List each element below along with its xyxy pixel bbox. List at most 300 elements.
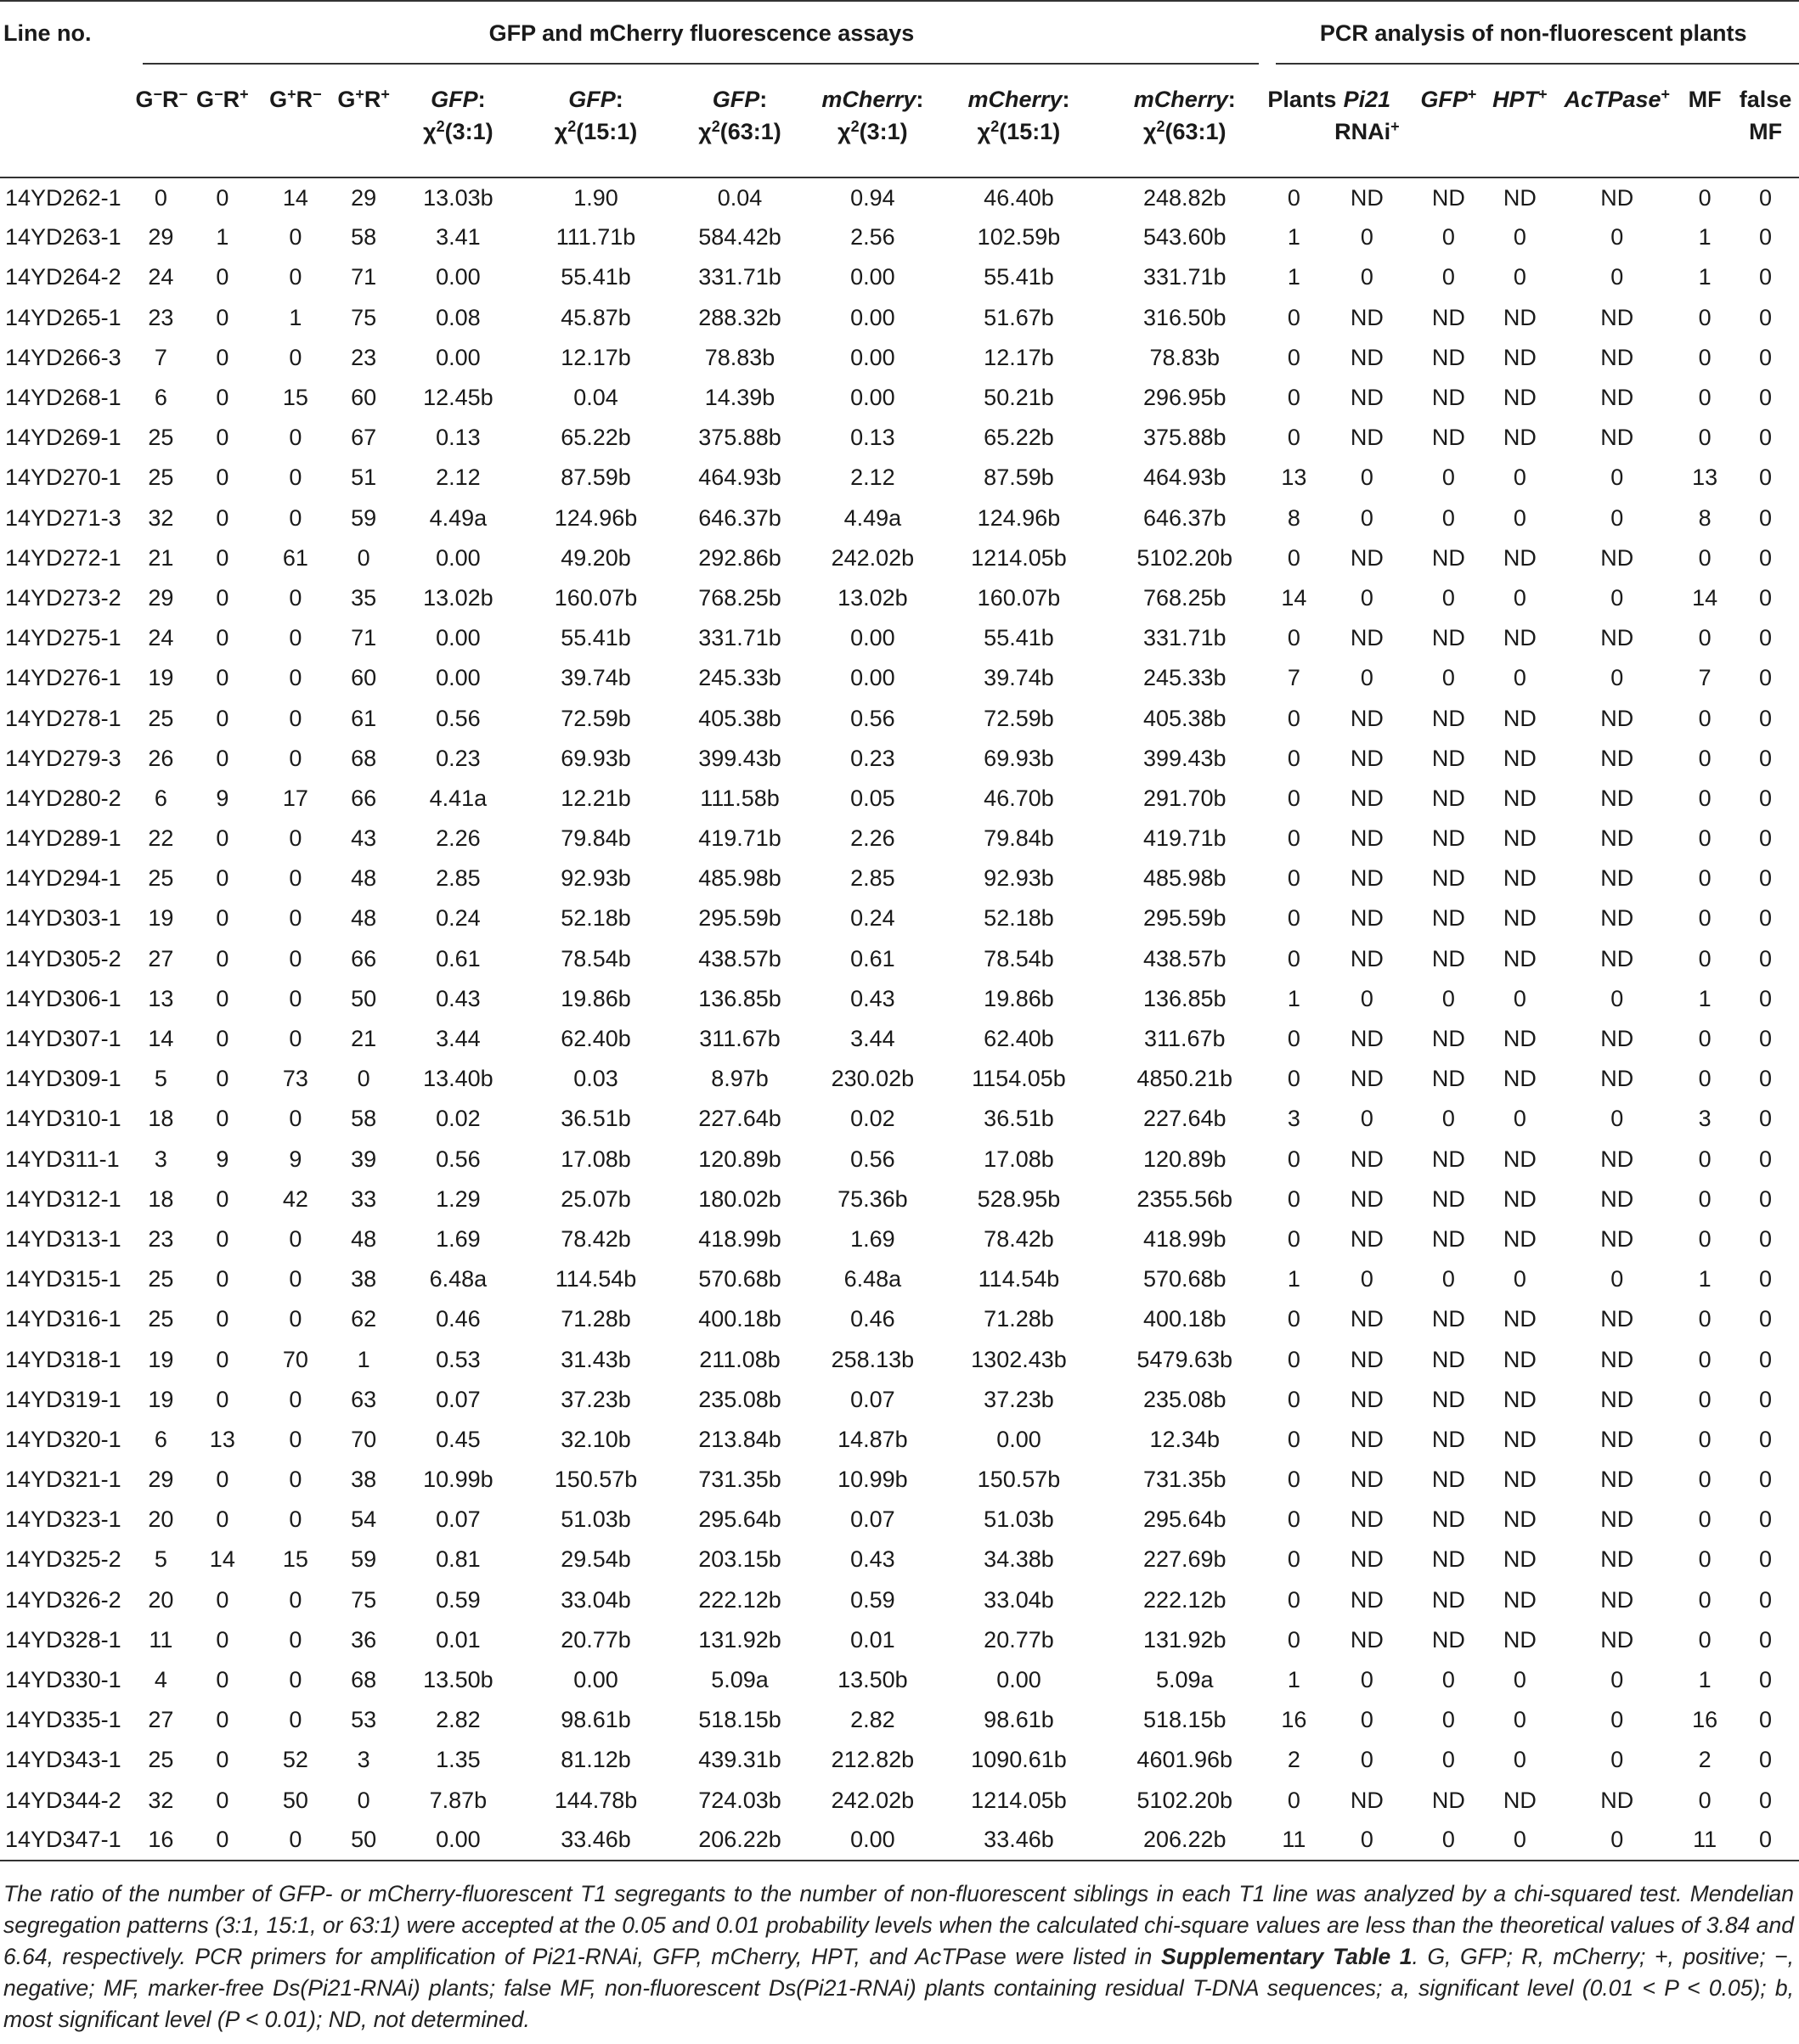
cell-gprp: 66 [351, 785, 377, 811]
cell-gprp: 61 [351, 705, 377, 731]
cell-mcherry-63-1: 518.15b [1142, 1707, 1227, 1733]
group-pcr-analysis: PCR analysis of non-fluorescent plants [1267, 1, 1799, 65]
cell-gmrm: 29 [148, 1467, 174, 1493]
cell-gfp-plus: ND [1431, 1467, 1465, 1493]
cell-gfp-63-1: 375.88b [698, 425, 781, 451]
cell-mcherry-63-1: 5102.20b [1136, 1787, 1233, 1813]
cell-mf: 1 [1698, 264, 1712, 290]
cell-gfp-plus: ND [1431, 1506, 1465, 1533]
cell-gfp-15-1: 111.71b [555, 224, 636, 251]
cell-plants: 0 [1287, 1346, 1300, 1372]
cell-gmrp: 0 [216, 385, 229, 411]
cell-gprp: 21 [351, 1026, 377, 1052]
cell-pi21-rnai: 0 [1360, 1827, 1373, 1853]
cell-gprp: 36 [351, 1626, 377, 1653]
cell-hpt-plus: ND [1503, 1626, 1537, 1653]
cell-gfp-63-1: 227.64b [698, 1106, 781, 1132]
cell-mcherry-3-1: 0.02 [850, 1106, 895, 1132]
cell-hpt-plus: ND [1503, 1426, 1537, 1452]
cell-mcherry-15-1: 78.54b [984, 945, 1054, 971]
table-row [0, 1700, 1799, 1740]
cell-gfp-3-1: 2.82 [436, 1707, 481, 1733]
cell-gprp: 71 [351, 264, 377, 290]
cell-gfp-3-1: 10.99b [423, 1467, 493, 1493]
cell-mcherry-63-1: 375.88b [1142, 425, 1227, 451]
cell-gfp-plus: ND [1431, 1787, 1465, 1813]
cell-actpase-plus: ND [1600, 1626, 1634, 1653]
col-gprp: G+R+ [337, 86, 390, 112]
cell-mcherry-3-1: 0.61 [850, 945, 895, 971]
cell-plants: 0 [1287, 865, 1300, 892]
supplementary-table-link[interactable]: Supplementary Table 1 [1160, 1944, 1413, 1969]
cell-gprm: 0 [289, 1426, 302, 1452]
cell-gfp-63-1: 438.57b [698, 945, 781, 971]
cell-gprp: 39 [351, 1146, 377, 1172]
cell-gfp-63-1: 222.12b [698, 1586, 781, 1613]
cell-gfp-3-1: 2.85 [436, 865, 481, 892]
cell-gfp-63-1: 400.18b [698, 1306, 781, 1332]
cell-gfp-15-1: 51.03b [561, 1506, 631, 1533]
cell-gmrp: 0 [216, 1747, 229, 1773]
cell-pi21-rnai: ND [1350, 945, 1384, 971]
cell-gmrp: 0 [216, 264, 229, 290]
cell-line-no: 14YD263-1 [5, 224, 121, 251]
cell-gfp-plus: ND [1431, 1386, 1465, 1412]
cell-line-no: 14YD309-1 [5, 1066, 121, 1092]
cell-actpase-plus: ND [1600, 304, 1634, 330]
cell-gprp: 75 [351, 304, 377, 330]
cell-gprp: 63 [351, 1386, 377, 1412]
cell-gfp-3-1: 0.02 [436, 1106, 481, 1132]
cell-gfp-plus: 0 [1441, 1747, 1455, 1773]
cell-gmrm: 25 [148, 465, 174, 491]
cell-pi21-rnai: ND [1350, 705, 1384, 731]
cell-line-no: 14YD271-3 [5, 504, 121, 531]
cell-mcherry-63-1: 295.59b [1142, 905, 1227, 932]
cell-pi21-rnai: 0 [1360, 665, 1373, 691]
cell-gfp-plus: 0 [1441, 665, 1455, 691]
table-row [0, 979, 1799, 1019]
cell-mcherry-63-1: 331.71b [1142, 625, 1227, 651]
cell-mf: 0 [1698, 344, 1712, 370]
cell-gprm: 14 [282, 184, 308, 211]
cell-gfp-plus: ND [1431, 625, 1465, 651]
cell-pi21-rnai: ND [1350, 184, 1384, 211]
cell-line-no: 14YD305-2 [5, 945, 121, 971]
cell-gprp: 35 [351, 584, 377, 611]
cell-gprm: 0 [289, 745, 302, 771]
cell-false-mf: 0 [1759, 1266, 1773, 1292]
cell-actpase-plus: 0 [1610, 1827, 1624, 1853]
cell-mcherry-63-1: 419.71b [1142, 825, 1227, 852]
cell-gprp: 1 [357, 1346, 370, 1372]
cell-gfp-15-1: 55.41b [561, 264, 631, 290]
col-gfp-3-1: GFP: $\chi^2(3:1)$ [423, 87, 493, 144]
cell-gprm: 0 [289, 344, 302, 370]
table-row [0, 578, 1799, 618]
cell-false-mf: 0 [1759, 1106, 1773, 1132]
cell-gmrm: 20 [148, 1586, 174, 1613]
cell-gmrp: 0 [216, 825, 229, 852]
cell-gfp-63-1: 464.93b [698, 465, 781, 491]
cell-gfp-63-1: 136.85b [698, 985, 781, 1011]
cell-line-no: 14YD313-1 [5, 1225, 121, 1252]
cell-gfp-plus: 0 [1441, 224, 1455, 251]
cell-line-no: 14YD343-1 [5, 1747, 121, 1773]
cell-gprp: 48 [351, 905, 377, 932]
table-row [0, 1099, 1799, 1139]
cell-mcherry-3-1: 258.13b [831, 1346, 915, 1372]
cell-gfp-15-1: 36.51b [561, 1106, 631, 1132]
cell-gmrp: 0 [216, 1066, 229, 1092]
cell-gfp-3-1: 2.26 [436, 825, 481, 852]
cell-false-mf: 0 [1759, 665, 1773, 691]
cell-mf: 1 [1698, 1667, 1712, 1693]
cell-mf: 1 [1698, 224, 1712, 251]
cell-gfp-63-1: 331.71b [698, 625, 781, 651]
cell-pi21-rnai: ND [1350, 785, 1384, 811]
cell-gprm: 0 [289, 1266, 302, 1292]
cell-plants: 0 [1287, 1066, 1300, 1092]
cell-mcherry-15-1: 1302.43b [971, 1346, 1067, 1372]
cell-line-no: 14YD328-1 [5, 1626, 121, 1653]
cell-plants: 0 [1287, 1146, 1300, 1172]
cell-mcherry-63-1: 399.43b [1142, 745, 1227, 771]
cell-pi21-rnai: ND [1350, 1626, 1384, 1653]
cell-gfp-15-1: 160.07b [554, 584, 638, 611]
cell-gfp-3-1: 1.35 [436, 1747, 481, 1773]
cell-gmrm: 25 [148, 865, 174, 892]
cell-mcherry-3-1: 0.56 [850, 705, 895, 731]
cell-gmrp: 0 [216, 905, 229, 932]
cell-gfp-plus: ND [1431, 945, 1465, 971]
cell-mcherry-3-1: 2.56 [850, 224, 895, 251]
cell-hpt-plus: ND [1503, 865, 1537, 892]
cell-line-no: 14YD280-2 [5, 785, 121, 811]
cell-mcherry-63-1: 543.60b [1142, 224, 1227, 251]
cell-gfp-plus: 0 [1441, 985, 1455, 1011]
cell-line-no: 14YD316-1 [5, 1306, 121, 1332]
cell-gmrp: 0 [216, 1586, 229, 1613]
cell-gmrm: 14 [148, 1026, 174, 1052]
cell-mcherry-63-1: 222.12b [1142, 1586, 1227, 1613]
cell-hpt-plus: ND [1503, 1787, 1537, 1813]
cell-gmrm: 19 [148, 905, 174, 932]
cell-actpase-plus: 0 [1610, 465, 1624, 491]
cell-mcherry-63-1: 131.92b [1142, 1626, 1227, 1653]
cell-pi21-rnai: ND [1350, 385, 1384, 411]
cell-gfp-3-1: 0.81 [436, 1546, 481, 1573]
cell-gfp-plus: ND [1431, 1306, 1465, 1332]
cell-gfp-plus: ND [1431, 1146, 1465, 1172]
cell-false-mf: 0 [1759, 985, 1773, 1011]
cell-false-mf: 0 [1759, 1306, 1773, 1332]
cell-false-mf: 0 [1759, 945, 1773, 971]
cell-actpase-plus: ND [1600, 785, 1634, 811]
cell-gfp-63-1: 120.89b [698, 1146, 781, 1172]
cell-mf: 0 [1698, 1386, 1712, 1412]
cell-plants: 13 [1281, 465, 1307, 491]
cell-plants: 0 [1287, 184, 1300, 211]
cell-mcherry-63-1: 731.35b [1142, 1467, 1227, 1493]
cell-actpase-plus: 0 [1610, 1667, 1624, 1693]
cell-gfp-15-1: 150.57b [554, 1467, 638, 1493]
cell-plants: 16 [1281, 1707, 1307, 1733]
cell-pi21-rnai: ND [1350, 1386, 1384, 1412]
cell-mcherry-3-1: 13.02b [837, 584, 908, 611]
cell-gmrm: 5 [154, 1066, 167, 1092]
cell-gmrp: 0 [216, 1506, 229, 1533]
cell-line-no: 14YD335-1 [5, 1707, 121, 1733]
cell-plants: 1 [1287, 1266, 1300, 1292]
cell-gprm: 70 [282, 1346, 308, 1372]
col-gfp-15-1: GFP: $\chi^2(15:1)$ [554, 87, 638, 144]
cell-gmrm: 18 [148, 1106, 174, 1132]
cell-mf: 0 [1698, 1185, 1712, 1212]
col-gmrm: G−R− [135, 86, 189, 112]
cell-false-mf: 0 [1759, 1185, 1773, 1212]
table-row [0, 898, 1799, 938]
cell-false-mf: 0 [1759, 1546, 1773, 1573]
cell-gmrm: 0 [154, 184, 167, 211]
cell-false-mf: 0 [1759, 224, 1773, 251]
cell-gprp: 48 [351, 1225, 377, 1252]
cell-false-mf: 0 [1759, 785, 1773, 811]
cell-mf: 0 [1698, 184, 1712, 211]
cell-hpt-plus: ND [1503, 745, 1537, 771]
cell-false-mf: 0 [1759, 425, 1773, 451]
cell-line-no: 14YD330-1 [5, 1667, 121, 1693]
cell-gfp-15-1: 45.87b [561, 304, 631, 330]
cell-gmrm: 16 [148, 1827, 174, 1853]
cell-gfp-63-1: 295.59b [698, 905, 781, 932]
cell-mcherry-3-1: 1.69 [850, 1225, 895, 1252]
cell-line-no: 14YD272-1 [5, 544, 121, 571]
cell-pi21-rnai: ND [1350, 1026, 1384, 1052]
cell-actpase-plus: ND [1600, 1346, 1634, 1372]
cell-gmrm: 20 [148, 1506, 174, 1533]
cell-gprp: 48 [351, 865, 377, 892]
cell-plants: 7 [1287, 665, 1300, 691]
cell-mcherry-63-1: 5102.20b [1136, 544, 1233, 571]
cell-gfp-plus: 0 [1441, 1106, 1455, 1132]
cell-gprm: 42 [282, 1185, 308, 1212]
cell-hpt-plus: ND [1503, 1225, 1537, 1252]
cell-gfp-15-1: 33.46b [561, 1827, 631, 1853]
cell-line-no: 14YD268-1 [5, 385, 121, 411]
cell-gmrp: 0 [216, 504, 229, 531]
cell-line-no: 14YD276-1 [5, 665, 121, 691]
cell-gfp-plus: ND [1431, 785, 1465, 811]
col-mcherry-15-1: mCherry: $\chi^2(15:1)$ [967, 87, 1070, 144]
cell-pi21-rnai: 0 [1360, 1707, 1373, 1733]
cell-plants: 0 [1287, 1626, 1300, 1653]
cell-gmrm: 32 [148, 1787, 174, 1813]
cell-mcherry-15-1: 46.40b [984, 184, 1054, 211]
cell-hpt-plus: 0 [1513, 465, 1526, 491]
table-row [0, 939, 1799, 979]
table-row [0, 1339, 1799, 1379]
cell-gfp-3-1: 13.40b [423, 1066, 493, 1092]
cell-gmrp: 1 [216, 224, 229, 251]
cell-actpase-plus: ND [1600, 1467, 1634, 1493]
cell-plants: 0 [1287, 1386, 1300, 1412]
cell-gfp-63-1: 399.43b [698, 745, 781, 771]
cell-gmrp: 0 [216, 544, 229, 571]
cell-gprp: 33 [351, 1185, 377, 1212]
table-row [0, 217, 1799, 257]
table-row [0, 498, 1799, 538]
cell-plants: 1 [1287, 985, 1300, 1011]
cell-gfp-15-1: 25.07b [561, 1185, 631, 1212]
cell-gfp-plus: ND [1431, 1346, 1465, 1372]
cell-gmrp: 9 [216, 1146, 229, 1172]
cell-mf: 0 [1698, 625, 1712, 651]
cell-actpase-plus: 0 [1610, 1747, 1624, 1773]
cell-gfp-plus: ND [1431, 344, 1465, 370]
cell-gfp-15-1: 0.00 [573, 1667, 618, 1693]
cell-gprm: 0 [289, 1106, 302, 1132]
cell-gfp-plus: ND [1431, 544, 1465, 571]
cell-gmrm: 27 [148, 1707, 174, 1733]
cell-gprm: 0 [289, 264, 302, 290]
cell-gfp-15-1: 20.77b [561, 1626, 631, 1653]
cell-gfp-63-1: 0.04 [717, 184, 763, 211]
cell-gprp: 51 [351, 465, 377, 491]
cell-line-no: 14YD315-1 [5, 1266, 121, 1292]
cell-pi21-rnai: 0 [1360, 1747, 1373, 1773]
cell-hpt-plus: ND [1503, 785, 1537, 811]
cell-mcherry-3-1: 212.82b [831, 1747, 915, 1773]
cell-pi21-rnai: ND [1350, 1306, 1384, 1332]
cell-pi21-rnai: ND [1350, 1546, 1384, 1573]
cell-gfp-3-1: 0.45 [436, 1426, 481, 1452]
cell-hpt-plus: 0 [1513, 985, 1526, 1011]
cell-actpase-plus: ND [1600, 625, 1634, 651]
cell-gfp-plus: 0 [1441, 504, 1455, 531]
cell-hpt-plus: ND [1503, 1026, 1537, 1052]
cell-mf: 0 [1698, 1426, 1712, 1452]
cell-mcherry-15-1: 114.54b [978, 1266, 1060, 1292]
cell-gfp-plus: 0 [1441, 584, 1455, 611]
cell-gfp-plus: 0 [1441, 1827, 1455, 1853]
cell-gfp-3-1: 0.61 [436, 945, 481, 971]
cell-gmrp: 0 [216, 745, 229, 771]
cell-mf: 0 [1698, 905, 1712, 932]
cell-plants: 0 [1287, 905, 1300, 932]
cell-mcherry-15-1: 124.96b [977, 504, 1061, 531]
cell-hpt-plus: 0 [1513, 1266, 1526, 1292]
cell-actpase-plus: 0 [1610, 224, 1624, 251]
cell-hpt-plus: 0 [1513, 584, 1526, 611]
cell-plants: 11 [1282, 1827, 1306, 1853]
cell-hpt-plus: ND [1503, 705, 1537, 731]
cell-gmrm: 19 [148, 1386, 174, 1412]
cell-gfp-15-1: 12.17b [561, 344, 631, 370]
cell-gprp: 58 [351, 224, 377, 251]
cell-line-no: 14YD325-2 [5, 1546, 121, 1573]
cell-mcherry-3-1: 0.23 [850, 745, 895, 771]
cell-actpase-plus: ND [1600, 905, 1634, 932]
cell-gmrm: 19 [148, 1346, 174, 1372]
header-row-1 [0, 1, 1799, 65]
cell-plants: 0 [1287, 785, 1300, 811]
cell-hpt-plus: ND [1503, 1185, 1537, 1212]
cell-gfp-15-1: 71.28b [561, 1306, 631, 1332]
cell-mcherry-3-1: 2.12 [850, 465, 895, 491]
cell-mcherry-63-1: 438.57b [1142, 945, 1227, 971]
cell-mcherry-15-1: 33.46b [984, 1827, 1054, 1853]
cell-actpase-plus: ND [1600, 825, 1634, 852]
cell-gmrm: 29 [148, 224, 174, 251]
cell-mf: 0 [1698, 1066, 1712, 1092]
table-body [0, 177, 1799, 1861]
cell-gprp: 53 [351, 1707, 377, 1733]
cell-gprp: 0 [357, 1787, 370, 1813]
cell-actpase-plus: 0 [1610, 1106, 1624, 1132]
cell-mcherry-15-1: 17.08b [984, 1146, 1054, 1172]
cell-gfp-15-1: 144.78b [554, 1787, 638, 1813]
cell-gprp: 67 [351, 425, 377, 451]
cell-mf: 0 [1698, 1306, 1712, 1332]
cell-mf: 0 [1698, 745, 1712, 771]
cell-false-mf: 0 [1759, 1827, 1773, 1853]
cell-actpase-plus: ND [1600, 1306, 1634, 1332]
cell-gprp: 38 [351, 1467, 377, 1493]
cell-gmrp: 0 [216, 465, 229, 491]
cell-mcherry-3-1: 0.00 [850, 344, 895, 370]
cell-mcherry-3-1: 10.99b [837, 1467, 908, 1493]
cell-false-mf: 0 [1759, 385, 1773, 411]
table-row [0, 618, 1799, 658]
cell-hpt-plus: 0 [1513, 1106, 1526, 1132]
cell-pi21-rnai: ND [1350, 1586, 1384, 1613]
cell-mcherry-15-1: 19.86b [984, 985, 1054, 1011]
cell-mcherry-15-1: 65.22b [984, 425, 1054, 451]
cell-mcherry-15-1: 50.21b [984, 385, 1054, 411]
cell-mcherry-63-1: 5.09a [1155, 1667, 1214, 1693]
table-row [0, 1380, 1799, 1420]
cell-mcherry-15-1: 37.23b [984, 1386, 1054, 1412]
cell-gmrm: 24 [148, 264, 174, 290]
cell-gfp-63-1: 235.08b [698, 1386, 781, 1412]
cell-plants: 0 [1287, 745, 1300, 771]
cell-gfp-plus: ND [1431, 905, 1465, 932]
cell-actpase-plus: ND [1600, 705, 1634, 731]
cell-pi21-rnai: ND [1350, 625, 1384, 651]
cell-mcherry-3-1: 0.94 [850, 184, 895, 211]
cell-false-mf: 0 [1759, 184, 1773, 211]
cell-line-no: 14YD279-3 [5, 745, 121, 771]
cell-gmrm: 4 [154, 1667, 167, 1693]
cell-gfp-3-1: 0.00 [436, 625, 481, 651]
cell-mcherry-3-1: 14.87b [837, 1426, 908, 1452]
table-row [0, 1500, 1799, 1540]
cell-mf: 0 [1698, 425, 1712, 451]
cell-gmrp: 14 [209, 1546, 235, 1573]
cell-gprp: 60 [351, 665, 377, 691]
cell-pi21-rnai: ND [1350, 1787, 1384, 1813]
cell-gmrm: 25 [148, 705, 174, 731]
cell-line-no: 14YD323-1 [5, 1506, 121, 1533]
cell-mcherry-63-1: 120.89b [1142, 1146, 1227, 1172]
cell-mf: 0 [1698, 1467, 1712, 1493]
table-row [0, 1019, 1799, 1059]
cell-hpt-plus: ND [1503, 1146, 1537, 1172]
cell-gmrm: 29 [148, 584, 174, 611]
cell-gfp-15-1: 124.96b [554, 504, 638, 531]
cell-pi21-rnai: 0 [1360, 1266, 1373, 1292]
